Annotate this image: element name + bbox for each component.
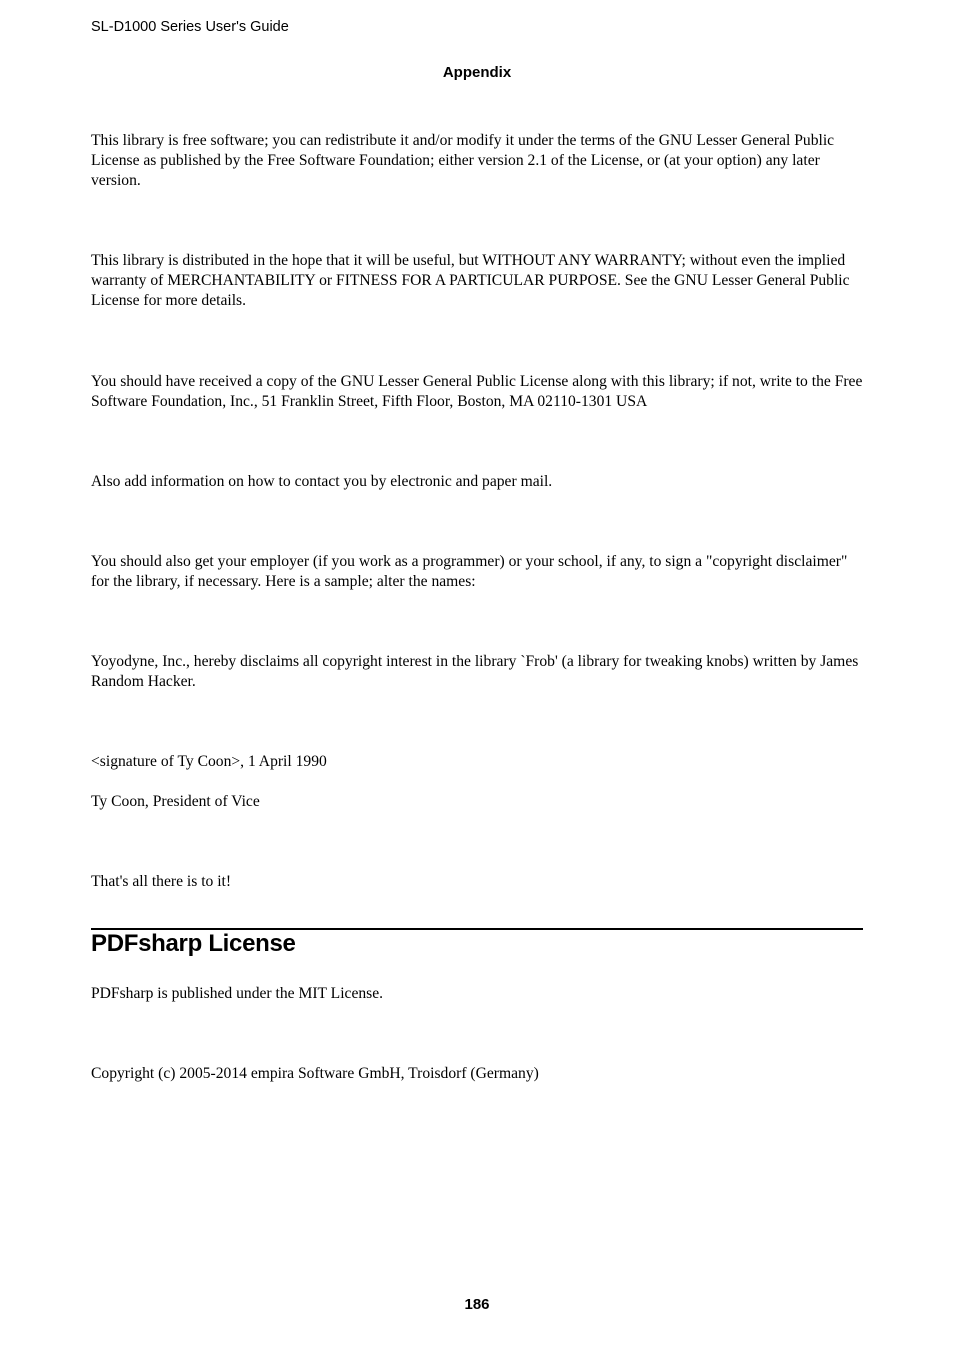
- paragraph-yoyodyne-sample: Yoyodyne, Inc., hereby disclaims all copyright interest in the library `Frob' (a library for tweaking knobs) written by James Random Hacker.: [91, 653, 859, 690]
- paragraph-signature: <signature of Ty Coon>, 1 April 1990: [91, 753, 327, 770]
- section-heading: PDFsharp License: [91, 930, 296, 957]
- running-header: SL-D1000 Series User's Guide: [91, 19, 289, 35]
- paragraph-employer-disclaimer: You should also get your employer (if you work as a programmer) or your school, if any, to sign a "copyright disclaimer" for the library, if necessary. Here is a sample; alter the names:: [91, 553, 848, 590]
- paragraph-warranty: This library is distributed in the hope that it will be useful, but WITHOUT ANY WARRANTY; without even the implied warranty of MERCHANTABILITY or FITNESS FOR A PARTICULAR PURPOSE. See the GNU Lesser General Public License for more details.: [91, 252, 850, 309]
- paragraph-copyright: Copyright (c) 2005-2014 empira Software GmbH, Troisdorf (Germany): [91, 1065, 539, 1082]
- paragraph-lgpl-terms: This library is free software; you can redistribute it and/or modify it under the terms of the GNU Lesser General Public License as published by the Free Software Foundation; either version 2.1 of the License, or (at your option) any later version.: [91, 132, 835, 189]
- paragraph-signer-title: Ty Coon, President of Vice: [91, 793, 260, 810]
- section-label: Appendix: [442, 64, 512, 81]
- paragraph-closing: That's all there is to it!: [91, 873, 232, 890]
- page-number: 186: [464, 1296, 490, 1313]
- paragraph-contact-info: Also add information on how to contact you by electronic and paper mail.: [91, 473, 553, 490]
- paragraph-copy-received: You should have received a copy of the GNU Lesser General Public License along with this library; if not, write to the Free Software Foundation, Inc., 51 Franklin Street, Fifth Floor, Boston, MA 02110-1301 USA: [91, 373, 863, 410]
- paragraph-mit-license: PDFsharp is published under the MIT License.: [91, 985, 384, 1002]
